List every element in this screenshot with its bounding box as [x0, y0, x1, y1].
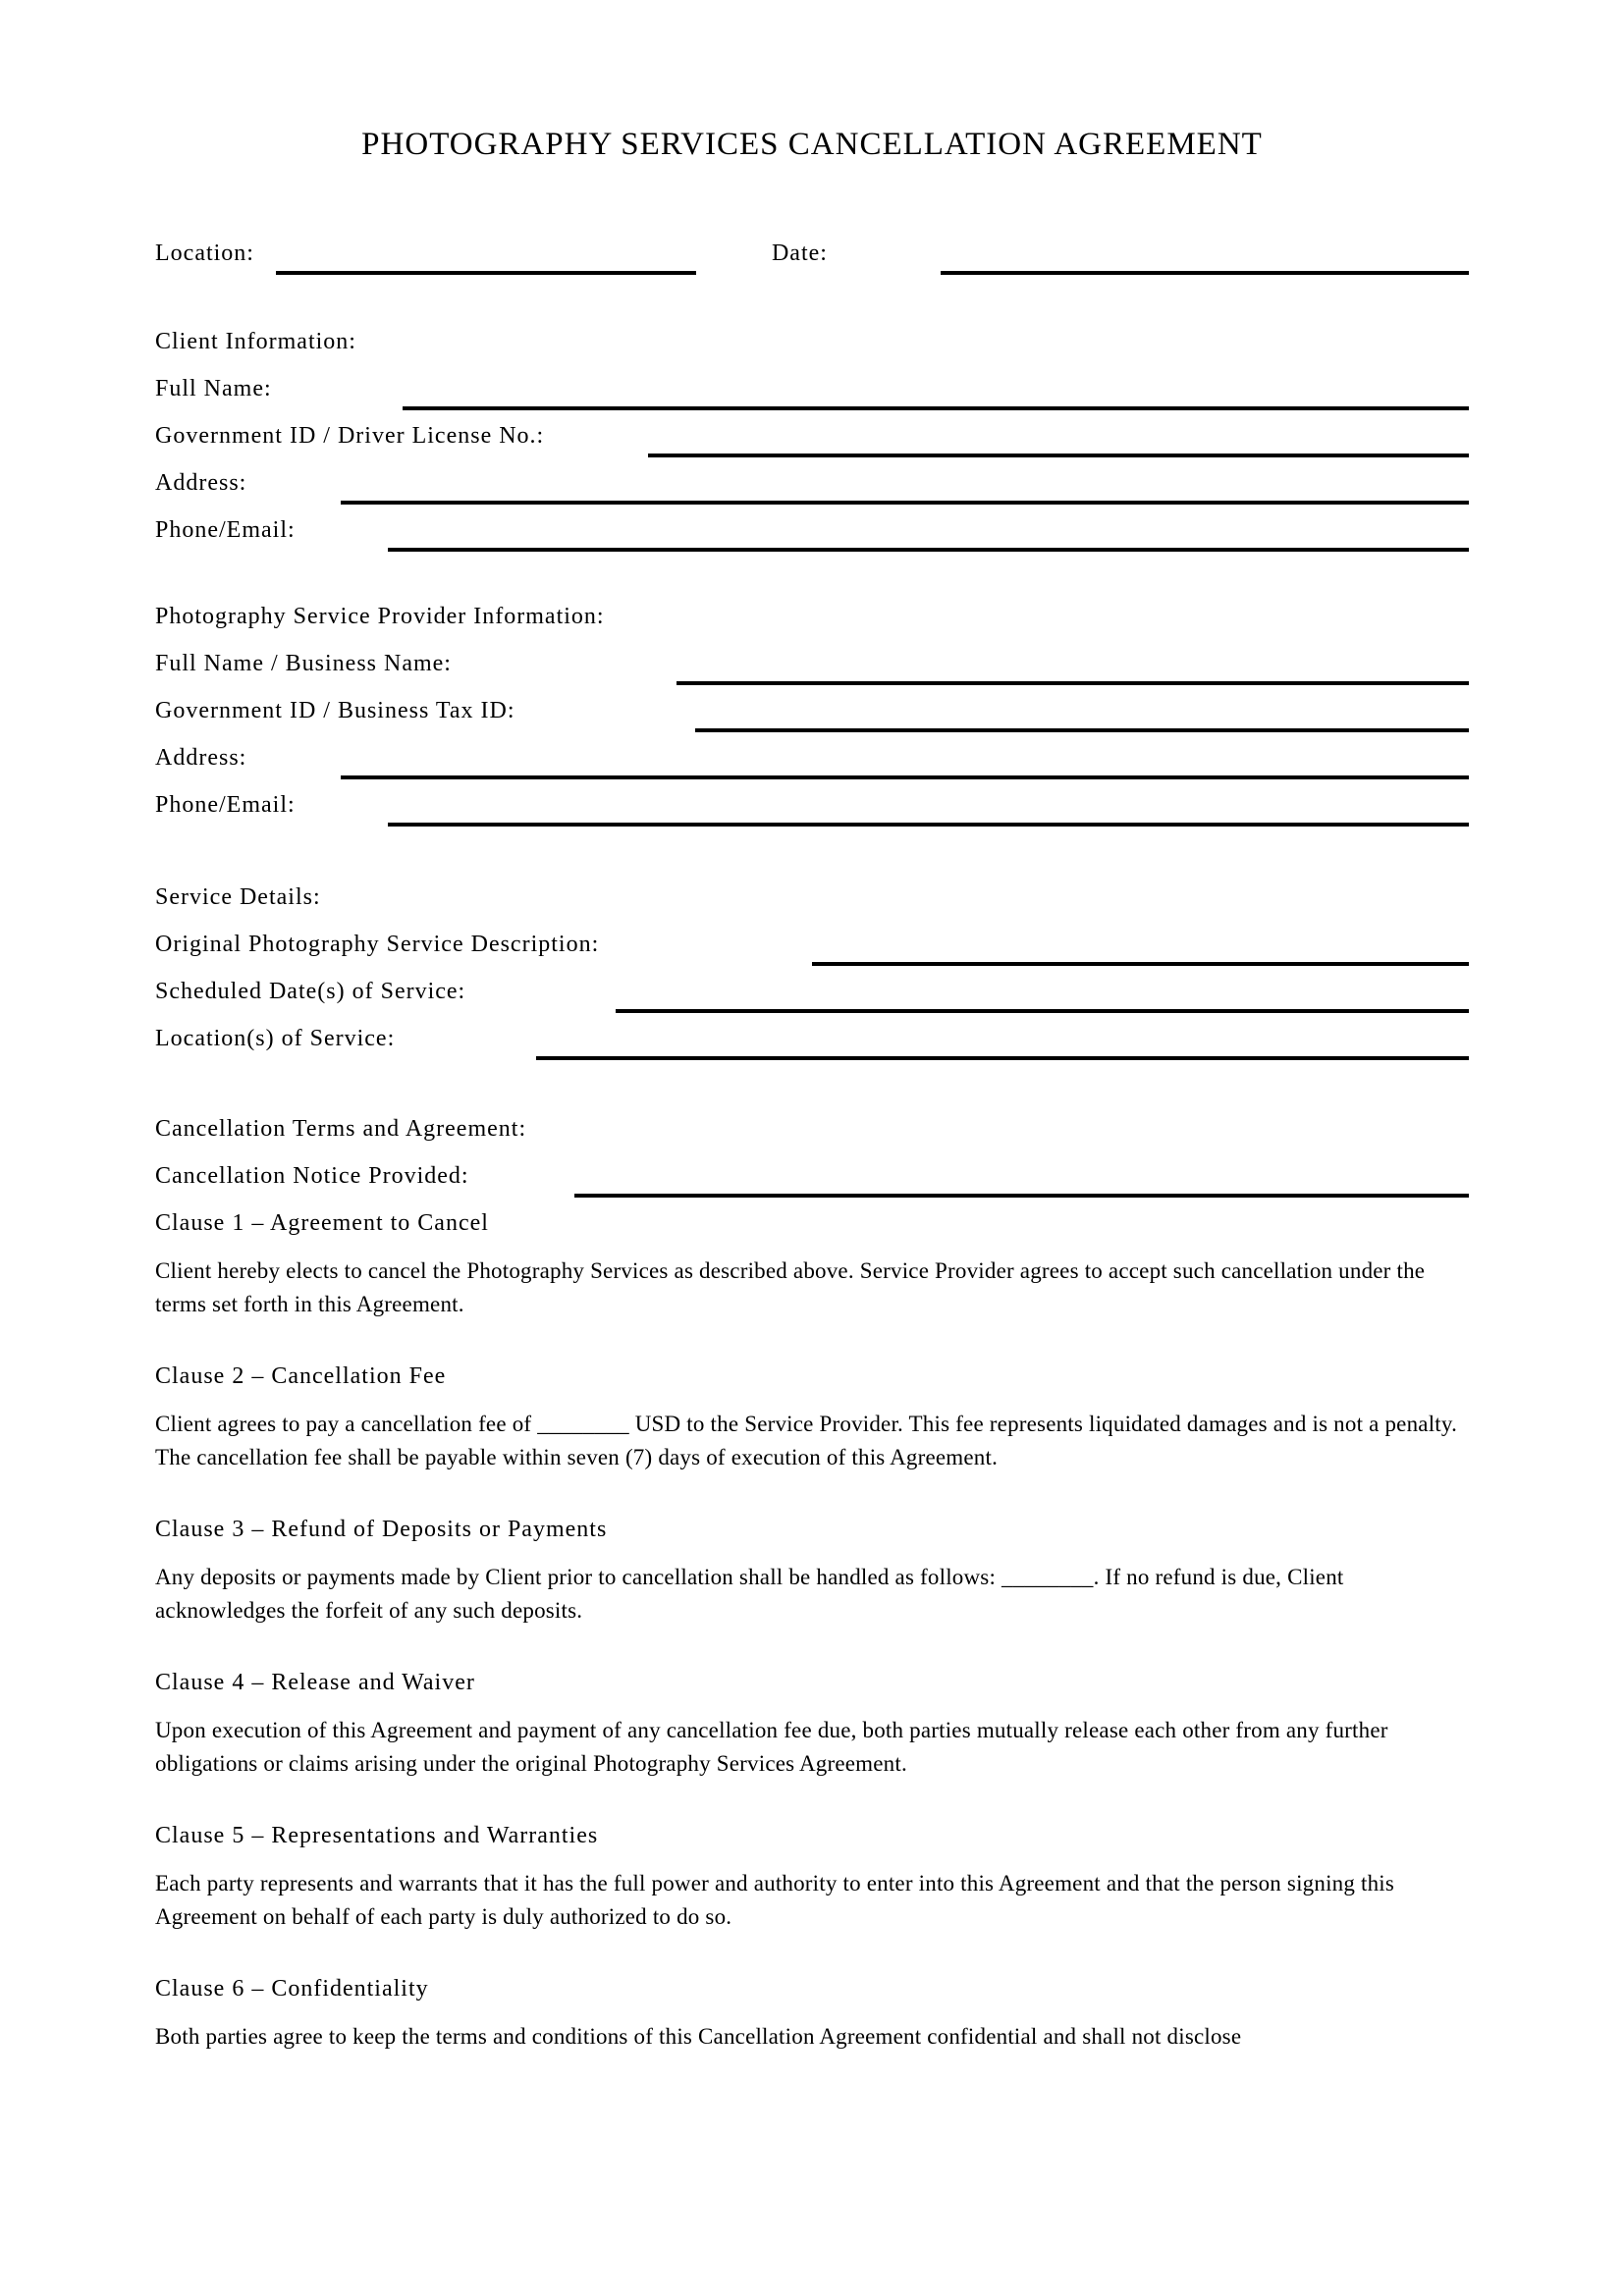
clause-1-block [155, 1200, 1469, 1321]
service-location-label: Location(s) of Service: [155, 1026, 396, 1051]
phone-email-blank[interactable] [388, 518, 1469, 552]
address-label: Address: [155, 470, 247, 496]
section-client-information [155, 318, 1469, 554]
clause-3-body: Any deposits or payments made by Client prior to cancellation shall be handled as follows: ________. If no refund is due, Client acknowledges the forfeit of any such deposits. [155, 1565, 1344, 1623]
phone-email-label: Phone/Email: [155, 517, 296, 543]
form-row-service-description [155, 921, 1469, 968]
full-name-label: Full Name: [155, 376, 272, 401]
clause-2-body: Client agrees to pay a cancellation fee of ________ USD to the Service Provider. This fee represents liquidated damages and is not a penalty. The cancellation fee shall be payable within seven (7) days of execution of this Agreement. [155, 1412, 1458, 1469]
clause-5-heading: Clause 5 – Representations and Warranties [155, 1823, 599, 1848]
form-row-cancellation-notice [155, 1152, 1469, 1200]
clause-2-heading: Clause 2 – Cancellation Fee [155, 1363, 447, 1389]
address-blank[interactable] [341, 471, 1469, 505]
location-blank[interactable] [276, 230, 696, 275]
scheduled-date-label: Scheduled Date(s) of Service: [155, 979, 466, 1004]
location-date-row [155, 230, 1469, 277]
form-row-phone-email [155, 507, 1469, 554]
form-row-service-location [155, 1015, 1469, 1062]
client-information-heading: Client Information: [155, 329, 356, 354]
scheduled-date-blank[interactable] [616, 980, 1469, 1013]
provider-address-label: Address: [155, 745, 247, 771]
document-title: PHOTOGRAPHY SERVICES CANCELLATION AGREEMENT [361, 127, 1263, 162]
date-blank[interactable] [941, 230, 1469, 275]
cancellation-terms-heading: Cancellation Terms and Agreement: [155, 1116, 527, 1142]
business-tax-id-label: Government ID / Business Tax ID: [155, 698, 515, 723]
provider-phone-email-label: Phone/Email: [155, 792, 296, 818]
clause-3-block [155, 1506, 1469, 1628]
government-id-label: Government ID / Driver License No.: [155, 423, 545, 449]
service-description-blank[interactable] [812, 933, 1469, 966]
provider-information-heading: Photography Service Provider Information: [155, 604, 605, 629]
clause-1-body: Client hereby elects to cancel the Photography Services as described above. Service Provider agrees to accept such cancellation under the terms set forth in this Agreement. [155, 1258, 1426, 1316]
form-row-provider-phone-email [155, 781, 1469, 828]
cancellation-notice-label: Cancellation Notice Provided: [155, 1163, 469, 1189]
business-tax-id-blank[interactable] [695, 699, 1469, 732]
provider-phone-email-blank[interactable] [388, 793, 1469, 827]
date-label: Date: [771, 240, 828, 266]
service-location-blank[interactable] [536, 1027, 1469, 1060]
form-row-scheduled-date [155, 968, 1469, 1015]
cancellation-notice-blank[interactable] [574, 1164, 1469, 1198]
government-id-blank[interactable] [648, 424, 1469, 457]
clause-1-heading: Clause 1 – Agreement to Cancel [155, 1210, 489, 1236]
clause-4-block [155, 1659, 1469, 1781]
service-details-heading: Service Details: [155, 884, 321, 910]
clause-6-block [155, 1965, 1469, 2054]
clause-4-body: Upon execution of this Agreement and payment of any cancellation fee due, both parties mutually release each other from any further obligations or claims arising under the original Photography Services Agreement. [155, 1718, 1388, 1776]
service-description-label: Original Photography Service Description: [155, 932, 600, 957]
section-service-details [155, 874, 1469, 1062]
clause-5-body: Each party represents and warrants that it has the full power and authority to enter into this Agreement and that the person signing this Agreement on behalf of each party is duly authorized to do so. [155, 1871, 1395, 1929]
form-row-address [155, 459, 1469, 507]
clause-5-block [155, 1812, 1469, 1934]
business-name-label: Full Name / Business Name: [155, 651, 452, 676]
clause-3-heading: Clause 3 – Refund of Deposits or Payments [155, 1517, 608, 1542]
clause-6-heading: Clause 6 – Confidentiality [155, 1976, 429, 2002]
business-name-blank[interactable] [677, 652, 1469, 685]
full-name-blank[interactable] [403, 377, 1469, 410]
form-row-full-name [155, 365, 1469, 412]
section-cancellation-terms [155, 1105, 1469, 2054]
clause-6-body: Both parties agree to keep the terms and conditions of this Cancellation Agreement confidential and shall not disclose [155, 2024, 1242, 2049]
location-label: Location: [155, 240, 254, 266]
form-row-business-tax-id [155, 687, 1469, 734]
clause-4-heading: Clause 4 – Release and Waiver [155, 1670, 475, 1695]
clause-2-block [155, 1353, 1469, 1474]
form-row-government-id [155, 412, 1469, 459]
provider-address-blank[interactable] [341, 746, 1469, 779]
section-provider-information [155, 593, 1469, 828]
form-row-business-name [155, 640, 1469, 687]
form-row-provider-address [155, 734, 1469, 781]
